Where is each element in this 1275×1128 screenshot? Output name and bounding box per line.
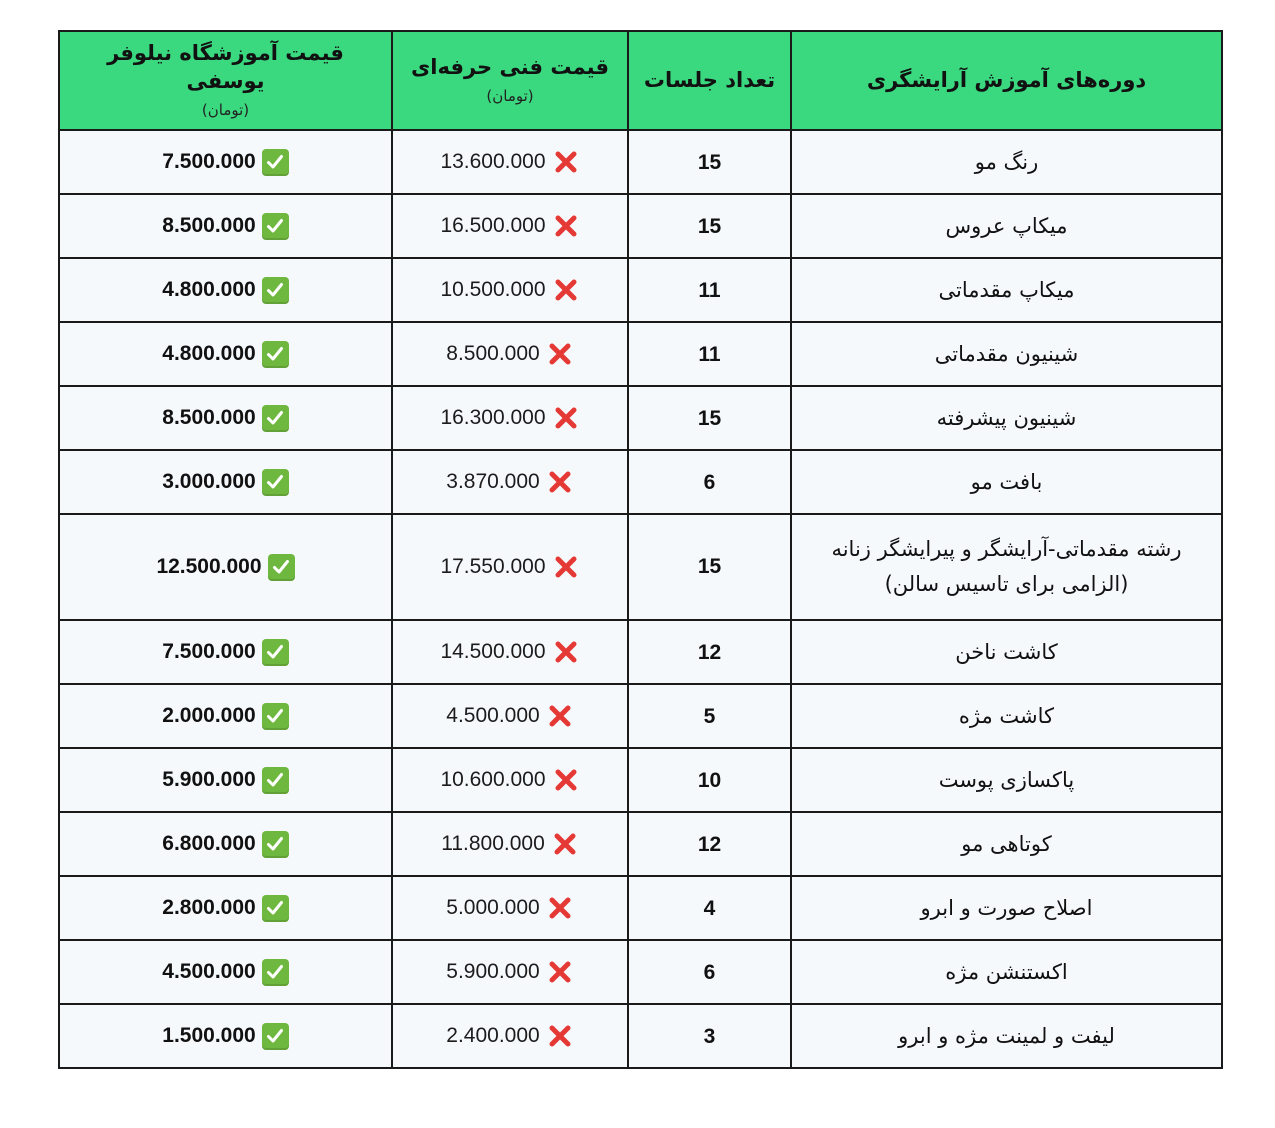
course-name: کوتاهی مو [961,832,1052,856]
academy-price [162,639,288,666]
course-cell [791,450,1222,514]
academy-price-cell [59,940,392,1004]
course-name: اصلاح صورت و ابرو [920,896,1093,920]
pro-price-value: 11.800.000 [441,832,545,855]
course-name: بافت مو [970,470,1043,494]
course-cell [791,940,1222,1004]
sessions-count: 12 [697,832,722,856]
sessions-cell [628,620,791,684]
sessions-count: 15 [697,555,722,579]
table-row [59,940,1222,1004]
table-row [59,194,1222,258]
academy-price-value: 4.800.000 [162,278,256,301]
course-name: شینیون پیشرفته [936,406,1077,430]
sessions-count: 6 [703,960,716,984]
pro-price-cell [392,876,628,940]
sessions-cell [628,876,791,940]
sessions-count: 6 [703,470,716,494]
pro-price-value: 3.870.000 [446,470,540,493]
academy-price-cell [59,620,392,684]
academy-price-value: 4.500.000 [162,960,256,983]
check-mark-icon [262,895,289,922]
header-row [59,31,1222,130]
header-course [791,31,1222,130]
pro-price-value: 10.500.000 [440,278,546,301]
header-pro-price-label: قیمت فنی حرفه‌ای [411,55,609,80]
cross-mark-icon [552,553,580,581]
check-mark-icon [262,213,289,240]
cross-mark-icon [552,212,580,240]
table-row [59,620,1222,684]
sessions-count: 4 [703,896,716,920]
table-body [59,130,1222,1068]
pro-price-cell [392,514,628,620]
check-mark-icon [268,554,295,581]
academy-price-cell [59,130,392,194]
course-name: اکستنشن مژه [945,960,1068,984]
cross-mark-icon [552,404,580,432]
check-mark-icon [262,703,289,730]
academy-price-value: 2.800.000 [162,896,256,919]
header-course-label: دوره‌های آموزش آرایشگری [866,67,1147,92]
academy-price-cell [59,258,392,322]
course-name: شینیون مقدماتی [934,342,1079,366]
academy-price-cell [59,322,392,386]
table-row [59,684,1222,748]
pro-price-value: 5.900.000 [446,960,540,983]
pro-price-value: 16.500.000 [440,214,546,237]
academy-price-cell [59,748,392,812]
course-name: میکاپ مقدماتی [938,278,1075,302]
course-cell [791,620,1222,684]
pro-price [446,702,573,730]
academy-price [162,895,288,922]
academy-price-cell [59,1004,392,1068]
academy-price-value: 8.500.000 [162,406,256,429]
table-row [59,812,1222,876]
course-name: میکاپ عروس [945,214,1068,238]
course-cell [791,812,1222,876]
pro-price [440,212,579,240]
header-pro-price [392,31,628,130]
header-pro-price-unit: (تومان) [486,87,534,106]
pro-price-cell [392,1004,628,1068]
academy-price-value: 3.000.000 [162,470,256,493]
header-academy-price-unit: (تومان) [201,101,250,120]
cross-mark-icon [552,148,580,176]
pro-price-value: 14.500.000 [440,640,546,663]
sessions-cell [628,386,791,450]
course-cell [791,322,1222,386]
academy-price-value: 8.500.000 [162,214,256,237]
pro-price [440,404,579,432]
academy-price-value: 1.500.000 [162,1024,256,1047]
table-row [59,130,1222,194]
course-cell [791,194,1222,258]
academy-price [162,703,288,730]
cross-mark-icon [546,894,574,922]
pro-price-cell [392,684,628,748]
sessions-count: 10 [697,768,722,792]
sessions-count: 5 [703,704,716,728]
pro-price [440,148,579,176]
sessions-count: 11 [698,278,721,302]
pro-price-value: 8.500.000 [446,342,540,365]
pro-price [446,468,573,496]
price-comparison-table-container [58,30,1221,1069]
table-header [59,31,1222,130]
course-name: لیفت و لمینت مژه و ابرو [898,1024,1115,1048]
cross-mark-icon [551,830,579,858]
pro-price-value: 10.600.000 [440,768,546,791]
table-row [59,258,1222,322]
cross-mark-icon [546,1022,574,1050]
academy-price-value: 7.500.000 [162,150,256,173]
sessions-count: 3 [703,1024,716,1048]
academy-price-value: 2.000.000 [162,704,256,727]
cross-mark-icon [552,276,580,304]
academy-price-value: 6.800.000 [162,832,256,855]
pro-price-cell [392,940,628,1004]
check-mark-icon [262,959,289,986]
table-row [59,322,1222,386]
table-row [59,748,1222,812]
sessions-count: 15 [697,406,722,430]
check-mark-icon [262,277,289,304]
academy-price-cell [59,386,392,450]
pro-price-cell [392,748,628,812]
price-comparison-table [58,30,1223,1069]
check-mark-icon [262,831,289,858]
academy-price [162,149,288,176]
pro-price [440,276,579,304]
course-cell [791,684,1222,748]
academy-price-value: 7.500.000 [162,640,256,663]
course-name: پاکسازی پوست [938,768,1075,792]
academy-price [162,213,288,240]
header-sessions [628,31,791,130]
check-mark-icon [262,341,289,368]
sessions-cell [628,130,791,194]
academy-price [156,550,294,585]
check-mark-icon [262,639,289,666]
pro-price [440,550,579,585]
course-cell [791,130,1222,194]
pro-price-cell [392,450,628,514]
academy-price [162,767,288,794]
check-mark-icon [262,767,289,794]
pro-price-value: 17.550.000 [440,555,546,579]
academy-price-value: 5.900.000 [162,768,256,791]
academy-price-cell [59,450,392,514]
cross-mark-icon [546,468,574,496]
academy-price [162,469,288,496]
sessions-cell [628,258,791,322]
sessions-cell [628,322,791,386]
check-mark-icon [262,1023,289,1050]
check-mark-icon [262,405,289,432]
course-note: (الزامی برای تاسیس سالن) [884,572,1129,596]
course-name: رشته مقدماتی-آرایشگر و پیرایشگر زنانه [831,537,1182,562]
course-name: رنگ مو [974,150,1039,174]
sessions-cell [628,940,791,1004]
cross-mark-icon [546,702,574,730]
academy-price-cell [59,876,392,940]
course-name: کاشت ناخن [955,640,1058,664]
pro-price-cell [392,130,628,194]
table-row [59,514,1222,620]
sessions-count: 11 [698,342,721,366]
academy-price-value: 4.800.000 [162,342,256,365]
check-mark-icon [262,149,289,176]
academy-price [162,341,288,368]
pro-price-value: 16.300.000 [440,406,546,429]
pro-price-cell [392,194,628,258]
pro-price-value: 4.500.000 [446,704,540,727]
academy-price [162,959,288,986]
pro-price-value: 2.400.000 [446,1024,540,1047]
check-mark-icon [262,469,289,496]
cross-mark-icon [546,340,574,368]
course-cell [791,514,1222,620]
pro-price [446,340,573,368]
table-row [59,450,1222,514]
course-cell [791,748,1222,812]
pro-price-value: 5.000.000 [446,896,540,919]
cross-mark-icon [546,958,574,986]
pro-price [441,830,579,858]
course-cell [791,1004,1222,1068]
sessions-count: 15 [697,150,722,174]
pro-price-cell [392,620,628,684]
course-cell [791,386,1222,450]
sessions-cell [628,450,791,514]
sessions-cell [628,748,791,812]
pro-price-value: 13.600.000 [440,150,546,173]
sessions-cell [628,194,791,258]
table-row [59,386,1222,450]
pro-price-cell [392,812,628,876]
pro-price [446,894,573,922]
header-academy-price [59,31,392,130]
sessions-count: 12 [697,640,722,664]
pro-price [446,1022,573,1050]
pro-price-cell [392,322,628,386]
pro-price-cell [392,386,628,450]
sessions-cell [628,1004,791,1068]
sessions-count: 15 [697,214,722,238]
sessions-cell [628,812,791,876]
pro-price [446,958,573,986]
academy-price-value: 12.500.000 [156,555,262,579]
header-academy-price-label: قیمت آموزشگاه نیلوفر یوسفی [107,41,344,93]
pro-price [440,638,579,666]
academy-price-cell [59,194,392,258]
academy-price-cell [59,514,392,620]
academy-price [162,277,288,304]
course-name: کاشت مژه [958,704,1055,728]
academy-price [162,1023,288,1050]
cross-mark-icon [552,638,580,666]
academy-price-cell [59,684,392,748]
sessions-cell [628,514,791,620]
sessions-cell [628,684,791,748]
academy-price [162,831,288,858]
cross-mark-icon [552,766,580,794]
header-sessions-label: تعداد جلسات [643,67,776,92]
table-row [59,1004,1222,1068]
academy-price [162,405,288,432]
pro-price-cell [392,258,628,322]
course-cell [791,258,1222,322]
pro-price [440,766,579,794]
course-cell [791,876,1222,940]
table-row [59,876,1222,940]
academy-price-cell [59,812,392,876]
